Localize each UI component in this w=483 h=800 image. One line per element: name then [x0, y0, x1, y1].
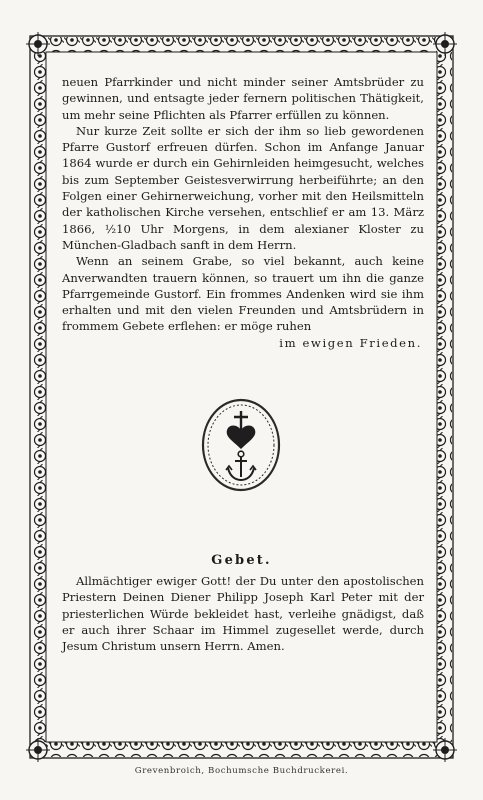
prayer-title: Gebet. [211, 553, 272, 568]
closing-line: im ewigen Frieden. [279, 335, 422, 350]
body-paragraph: Wenn an seinem Grabe, so viel bekannt, auch keine Anverwandten trauern können, so trauert um ihn die ganze Pfarrgemeinde Gustorf. Ein frommes Andenken wird sie ihm erhalten und mit den vielen Freunden und Amtsbrüdern in frommem Gebete erflehen: er möge ruhen [62, 254, 424, 334]
cross-heart-anchor-icon [196, 395, 286, 495]
left-border [31, 52, 46, 742]
bottom-border [46, 742, 437, 757]
top-border [46, 37, 437, 52]
prayer-section [62, 573, 424, 654]
obituary-text [62, 74, 424, 351]
body-paragraph: neuen Pfarrkinder und nicht minder seiner Amtsbrüder zu gewinnen, und entsagte jeder fernern politischen Thätigkeit, um mehr seine Pflichten als Pfarrer erfüllen zu können. [62, 75, 424, 122]
printer-imprint: Grevenbroich, Bochumsche Buchdruckerei. [134, 766, 349, 776]
prayer-text: Allmächtiger ewiger Gott! der Du unter den apostolischen Priestern Deinen Diener Philipp Joseph Karl Peter mit der priesterlichen Würde bekleidet hast, verleihe gnädigst, daß er auch ihrer Schaar im Himmel zugesellet werde, durch Jesum Christum unsern Herrn. Amen. [62, 574, 424, 654]
right-border [437, 52, 452, 742]
body-paragraph: Nur kurze Zeit sollte er sich der ihm so lieb gewordenen Pfarre Gustorf erfreuen dürfen. Schon im Anfange Januar 1864 wurde er durch ein Gehirnleiden heimgesucht, welches bis zum September Geistesverwirrung herbeiführte; an den Folgen einer Gehirnerweichung, vorher mit den Heilsmitteln der katholischen Kirche versehen, entschlief er am 13. März 1866, ½10 Uhr Morgens, in dem alexianer Kloster zu München-Gladbach sanft in dem Herrn. [62, 123, 424, 252]
